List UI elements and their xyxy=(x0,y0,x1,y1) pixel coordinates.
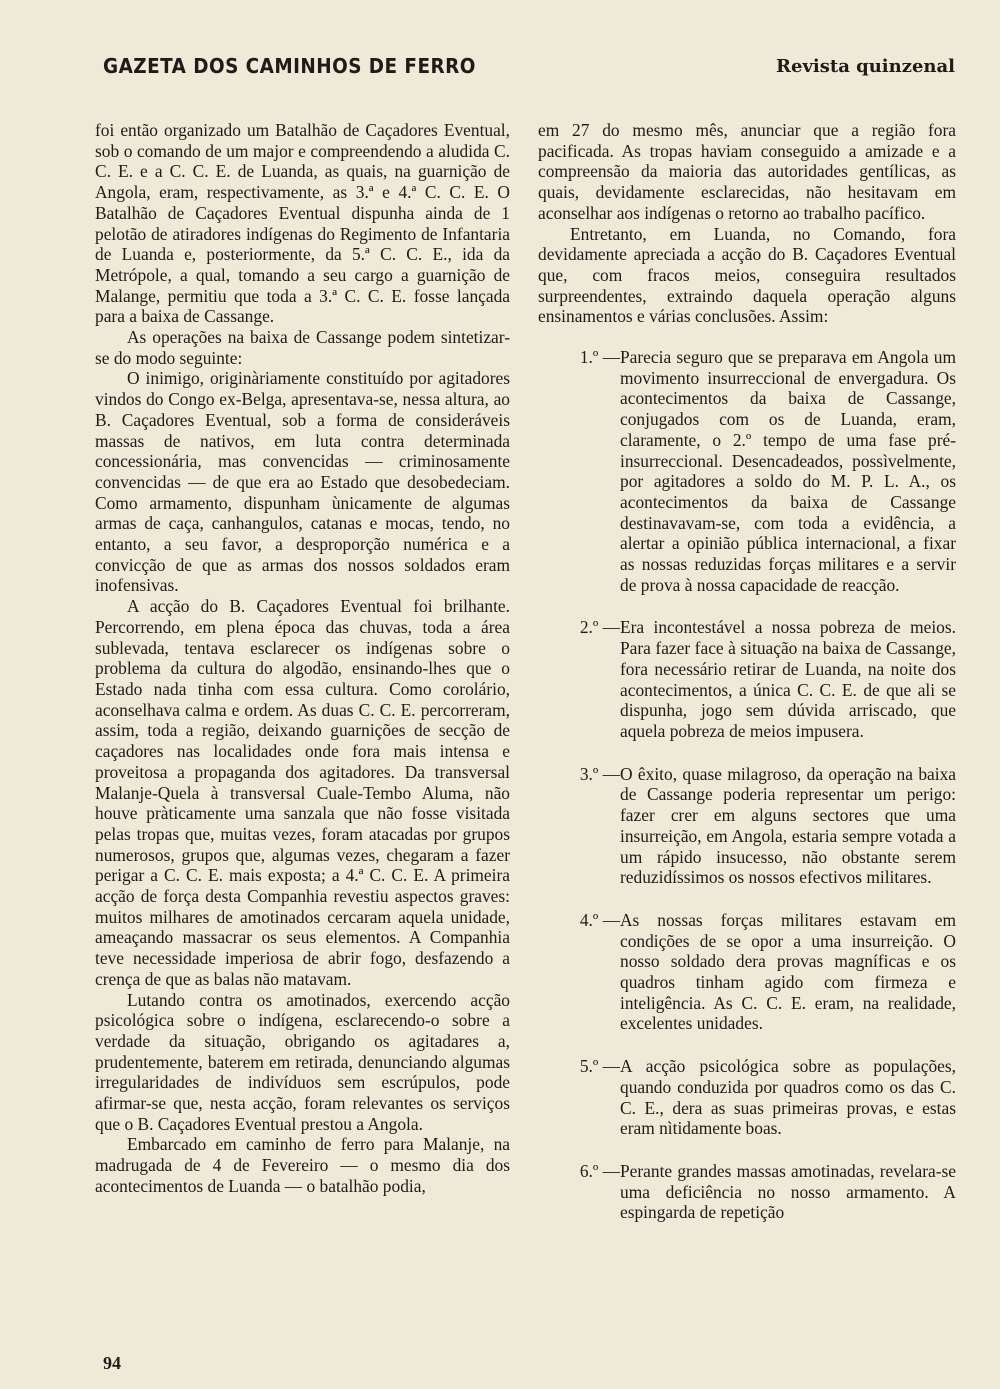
numbered-item xyxy=(538,764,956,888)
item-number: 4.º — xyxy=(579,909,620,930)
item-text: A acção psicológica sobre as populações, quando conduzida por quadros como os das C. C. E., dera as suas primeiras provas, e estas eram nìtidamente boas. xyxy=(620,1056,956,1139)
item-text: Era incontestável a nossa pobreza de meios. Para fazer face à situação na baixa de Cassange, fora necessário retirar de Luanda, na noite dos acontecimentos, a única C. C. E. de que ali se dispunha, jogo sem dúvida arriscado, que aquela pobreza de meios impusera. xyxy=(620,617,956,741)
paragraph: Lutando contra os amotinados, exercendo acção psicológica sobre o indígena, esclarecendo-o sobre a verdade da situação, obrigando os agitadares a, prudentemente, baterem em retirada, denunciando algumas irregularidades de indivíduos sem escrúpulos, pode afirmar-se que, nesta acção, foram relevantes os serviços que o B. Caçadores Eventual prestou a Angola. xyxy=(95,989,510,1134)
journal-title: GAZETA DOS CAMINHOS DE FERRO xyxy=(103,54,476,78)
item-number: 1.º — xyxy=(579,347,620,368)
item-number: 3.º — xyxy=(579,763,620,784)
journal-subtitle: Revista quinzenal xyxy=(776,56,955,77)
item-number: 6.º — xyxy=(579,1160,620,1181)
paragraph: A acção do B. Caçadores Eventual foi brilhante. Percorrendo, em plena época das chuvas, toda a área sublevada, tentava esclarecer os indígenas sobre o problema da cultura do algodão, ensinando-lhes que o Estado nada tinha com essa cultura. Como corolário, aconselhava calma e ordem. As duas C. C. E. percorreram, assim, toda a região, deixando guarnições de secção de caçadores nas localidades onde fora mais intensa e proveitosa a propaganda dos agitadores. Da transversal Malanje-Quela à transversal Cuale-Tembo Aluma, não houve pràticamente uma sanzala que não fosse visitada pelas tropas que, muitas vezes, foram atacadas por grupos numerosos, grupos que, algumas vezes, chegaram a fazer perigar a C. C. E. mais exposta; a 4.ª C. C. E. A primeira acção de força desta Companhia revestiu aspectos graves: muitos milhares de amotinados cercaram aquela unidade, ameaçando massacrar os seus elementos. A Companhia teve necessidade imperiosa de abrir fogo, desfazendo a crença de que as balas não matavam. xyxy=(95,596,510,989)
paragraph: foi então organizado um Batalhão de Caçadores Eventual, sob o comando de um major e compreendendo a aludida C. C. E. e a C. C. E. de Luanda, as quais, na guarnição de Angola, eram, respectivamente, as 3.ª e 4.ª C. C. E. O Batalhão de Caçadores Eventual dispunha ainda de 1 pelotão de atiradores indígenas do Regimento de Infantaria de Luanda e, posteriormente, da 5.ª C. C. E., ida da Metrópole, a qual, tomando a seu cargo a guarnição de Malange, permitiu que toda a 3.ª C. C. E. fosse lançada para a baixa de Cassange. xyxy=(95,120,510,327)
numbered-item xyxy=(538,617,956,741)
item-text: Parecia seguro que se preparava em Angola um movimento insurreccional de envergadura. Os acontecimentos da baixa de Cassange, conjugados com os de Luanda, eram, claramente, o 2.º tempo de uma fase pré-insurreccional. Desencadeados, possìvelmente, por agitadores a soldo do M. P. L. A., os acontecimentos da baixa de Cassange destinavavam-se, com toda a evidência, a alertar a opinião pública internacional, a fixar as nossas reduzidas forças militares e a servir de prova à nossa capacidade de reacção. xyxy=(620,347,956,595)
item-text: Perante grandes massas amotinadas, revelara-se uma deficiência no nosso armamento. A espingarda de repetição xyxy=(620,1160,956,1223)
numbered-item xyxy=(538,910,956,1034)
paragraph: Entretanto, em Luanda, no Comando, fora devidamente apreciada a acção do B. Caçadores Eventual que, com fracos meios, conseguira resultados surpreendentes, extraindo daquela operação alguns ensinamentos e várias conclusões. Assim: xyxy=(538,223,956,327)
paragraph: O inimigo, originàriamente constituído por agitadores vindos do Congo ex-Belga, apresentava-se, nessa altura, ao B. Caçadores Eventual, sob a forma de consideráveis massas de nativos, em luta contra determinada concessionária, mas convencidas — criminosamente convencidas — de que era ao Estado que desobedeciam. Como armamento, dispunham ùnicamente de algumas armas de caça, canhangulos, catanas e mocas, tendo, no entanto, a seu favor, a desproporção numérica e a convicção de que as armas dos nossos soldados eram inofensivas. xyxy=(95,368,510,596)
right-column xyxy=(538,120,956,1223)
item-number: 2.º — xyxy=(579,617,620,638)
numbered-item xyxy=(538,1161,956,1223)
paragraph: em 27 do mesmo mês, anunciar que a região fora pacificada. As tropas haviam conseguido a amizade e a compreensão da maioria das autoridades gentílicas, as quais, devidamente esclarecidas, não hesitavam em aconselhar aos indígenas o retorno ao trabalho pacífico. xyxy=(538,120,956,223)
left-column xyxy=(95,120,510,1197)
page-number: 94 xyxy=(103,1353,121,1373)
item-number: 5.º — xyxy=(579,1056,620,1077)
paragraph: As operações na baixa de Cassange podem sintetizar-se do modo seguinte: xyxy=(95,327,510,368)
numbered-item xyxy=(538,1056,956,1139)
item-text: As nossas forças militares estavam em condições de se opor a uma insurreição. O nosso soldado dera provas magníficas e os quadros tinham agido com firmeza e inteligência. As C. C. E. eram, na realidade, excelentes unidades. xyxy=(620,909,956,1034)
numbered-item xyxy=(538,347,956,595)
item-text: O êxito, quase milagroso, da operação na baixa de Cassange poderia representar um perigo: fazer crer em alguns sectores que uma insurreição, em Angola, estaria sempre votada a um rápido insucesso, não obstante serem reduzidíssimos os nossos efectivos militares. xyxy=(620,763,956,888)
paragraph: Embarcado em caminho de ferro para Malanje, na madrugada de 4 de Fevereiro — o mesmo dia dos acontecimentos de Luanda — o batalhão podia, xyxy=(95,1134,510,1196)
